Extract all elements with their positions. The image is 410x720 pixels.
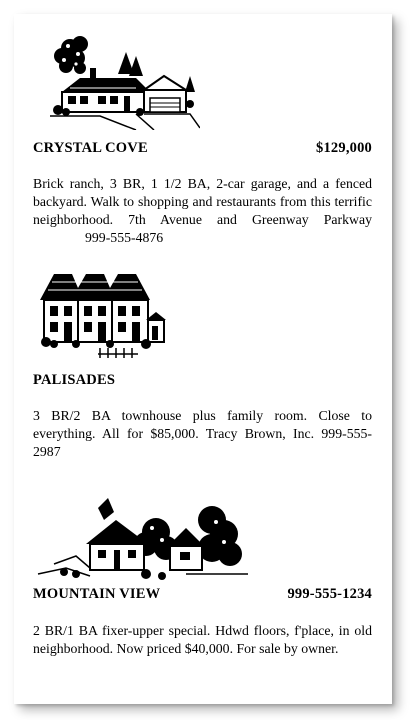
listing-phone: 999-555-1234	[287, 586, 372, 602]
townhouse-icon	[38, 270, 168, 364]
listing-description	[33, 622, 372, 658]
cottage-icon	[36, 492, 248, 584]
listing-price: $129,000	[316, 140, 372, 156]
listing-description	[33, 407, 372, 461]
description-text: 2 BR/1 BA fixer-upper special. Hdwd floors, f'place, in old neighborhood. Now priced $40,000. For sale by owner.	[33, 623, 372, 656]
listing-name: PALISADES	[33, 372, 116, 388]
listing-heading	[33, 140, 372, 157]
listing-description	[33, 175, 372, 247]
listing-name: CRYSTAL COVE	[33, 140, 148, 156]
listing-name: MOUNTAIN VIEW	[33, 586, 161, 602]
listing-phone: 999-555-4876	[85, 230, 164, 245]
listing-heading	[33, 586, 372, 603]
classified-ads-page	[14, 14, 392, 704]
description-text: 3 BR/2 BA townhouse plus family room. Close to everything. All for $85,000. Tracy Brown, Inc. 999-555-2987	[33, 408, 372, 459]
listing-heading	[33, 372, 372, 389]
description-text: Brick ranch, 3 BR, 1 1/2 BA, 2-car garage, and a fenced backyard. Walk to shopping and restaurants from this terrific neighborhood. 7th Avenue and Greenway Parkway	[33, 176, 372, 227]
ranch-house-icon	[40, 34, 200, 130]
